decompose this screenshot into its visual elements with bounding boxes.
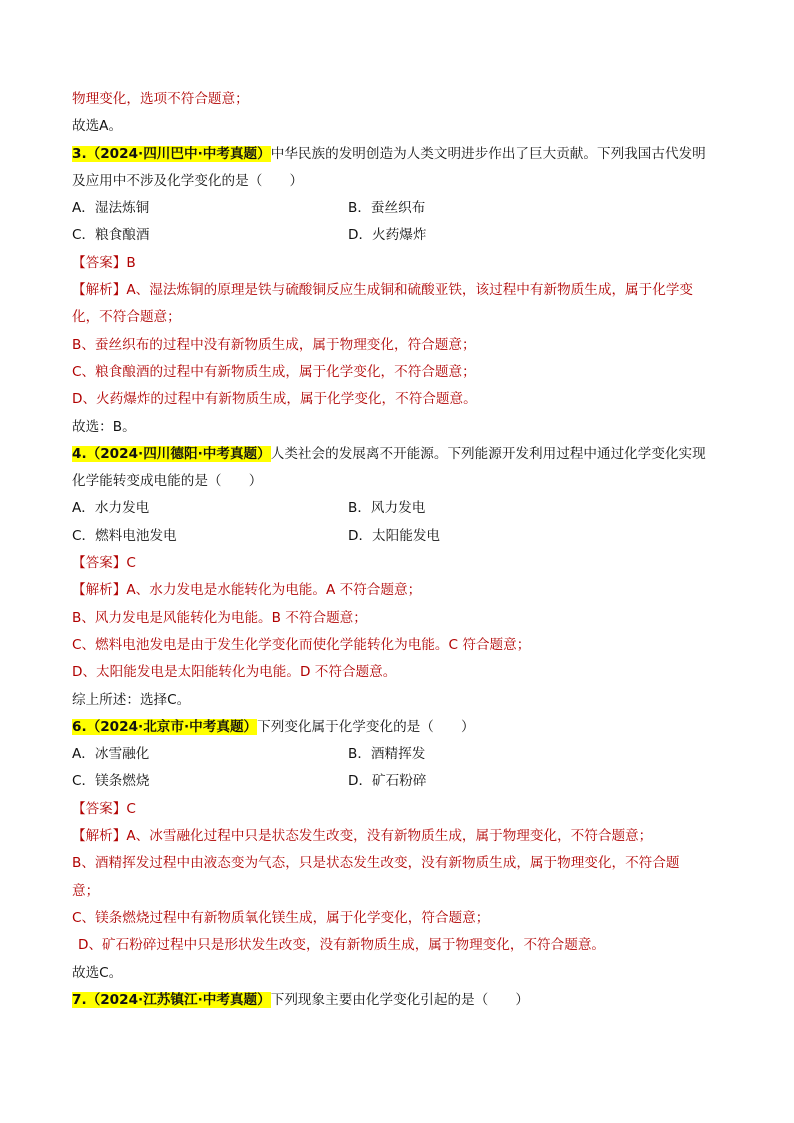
analysis-text: A、湿法炼铜的原理是铁与硫酸铜反应生成铜和硫酸亚铁，该过程中有新物质生成，属于化学变 bbox=[126, 282, 694, 299]
question-4-source: （2024·四川德阳·中考真题） bbox=[86, 445, 271, 462]
question-6-options-row1 bbox=[72, 741, 732, 768]
question-4-options-row1 bbox=[72, 495, 732, 522]
question-6-analysis-line5: D、矿石粉碎过程中只是形状发生改变，没有新物质生成，属于物理变化，不符合题意。 bbox=[78, 937, 606, 954]
question-7-source: （2024·江苏镇江·中考真题） bbox=[86, 991, 271, 1008]
question-4-analysis-line2: B、风力发电是风能转化为电能。B 不符合题意； bbox=[72, 609, 367, 626]
question-4-stem-line1 bbox=[72, 441, 732, 468]
question-4-stem-line2: 化学能转变成电能的是（ ） bbox=[72, 473, 263, 490]
question-3-stem-line1 bbox=[72, 141, 732, 168]
question-3-option-c: C．粮食酿酒 bbox=[72, 227, 150, 244]
question-6-option-a: A．冰雪融化 bbox=[72, 746, 150, 763]
question-3-option-b: B．蚕丝织布 bbox=[348, 200, 426, 217]
question-3-option-a: A．湿法炼铜 bbox=[72, 200, 150, 217]
question-3-tag bbox=[72, 146, 271, 162]
question-6-source: （2024·北京市·中考真题） bbox=[86, 718, 258, 735]
question-7-stem-line1 bbox=[72, 987, 732, 1014]
question-6-stem-text1: 下列变化属于化学变化的是（ ） bbox=[257, 718, 475, 735]
question-3-option-d: D．火药爆炸 bbox=[348, 227, 427, 244]
analysis-label: 【解析】 bbox=[72, 582, 127, 599]
answer-label: 【答案】 bbox=[72, 254, 127, 271]
prev-conclusion: 故选A。 bbox=[72, 118, 123, 135]
question-7-stem-text1: 下列现象主要由化学变化引起的是（ ） bbox=[270, 991, 530, 1008]
question-3-answer bbox=[72, 250, 732, 277]
answer-value: C bbox=[126, 800, 136, 817]
question-4-analysis-line3: C、燃料电池发电是由于发生化学变化而使化学能转化为电能。C 符合题意； bbox=[72, 636, 531, 653]
question-6-analysis-line1 bbox=[72, 823, 732, 850]
question-6-analysis-line3: 意； bbox=[72, 882, 100, 899]
question-6-option-b: B．酒精挥发 bbox=[348, 746, 426, 763]
question-4-number: 4. bbox=[72, 445, 87, 462]
question-4-option-b: B．风力发电 bbox=[348, 500, 426, 517]
answer-label: 【答案】 bbox=[72, 800, 127, 817]
question-3-conclusion: 故选：B。 bbox=[72, 418, 136, 435]
question-6-options-row2 bbox=[72, 768, 732, 795]
question-4-answer bbox=[72, 550, 732, 577]
analysis-text: A、冰雪融化过程中只是状态发生改变，没有新物质生成，属于物理变化，不符合题意； bbox=[126, 828, 653, 845]
question-3-stem-line2: 及应用中不涉及化学变化的是（ ） bbox=[72, 172, 304, 189]
question-3-number: 3. bbox=[72, 145, 87, 162]
question-3-options-row2 bbox=[72, 222, 732, 249]
question-3-analysis-line4: C、粮食酿酒的过程中有新物质生成，属于化学变化，不符合题意； bbox=[72, 363, 476, 380]
question-4-stem-text1: 人类社会的发展离不开能源。下列能源开发利用过程中通过化学变化实现 bbox=[270, 445, 706, 462]
question-6-stem-line1 bbox=[72, 714, 732, 741]
answer-label: 【答案】 bbox=[72, 555, 127, 572]
question-6-analysis-line2: B、酒精挥发过程中由液态变为气态，只是状态发生改变，没有新物质生成，属于物理变化，不符合题 bbox=[72, 855, 680, 872]
question-4-analysis-line1 bbox=[72, 577, 732, 604]
question-3-stem-text1: 中华民族的发明创造为人类文明进步作出了巨大贡献。下列我国古代发明 bbox=[270, 145, 706, 162]
question-4-option-d: D．太阳能发电 bbox=[348, 527, 441, 544]
question-3-analysis-line5: D、火药爆炸的过程中有新物质生成，属于化学变化，不符合题意。 bbox=[72, 391, 477, 408]
question-6-answer bbox=[72, 796, 732, 823]
answer-value: B bbox=[126, 254, 136, 271]
question-3-options-row1 bbox=[72, 195, 732, 222]
question-3-analysis-line2: 化，不符合题意； bbox=[72, 309, 181, 326]
question-6-option-d: D．矿石粉碎 bbox=[348, 773, 427, 790]
question-6-option-c: C．镁条燃烧 bbox=[72, 773, 150, 790]
question-4-option-c: C．燃料电池发电 bbox=[72, 527, 177, 544]
answer-value: C bbox=[126, 555, 136, 572]
question-4-tag bbox=[72, 446, 271, 462]
question-4-conclusion: 综上所述：选择C。 bbox=[72, 691, 191, 708]
question-6-tag bbox=[72, 719, 257, 735]
question-4-options-row2 bbox=[72, 523, 732, 550]
question-3-analysis-line1 bbox=[72, 277, 732, 304]
prev-analysis-line: 物理变化，选项不符合题意； bbox=[72, 91, 249, 107]
question-6-analysis-line4: C、镁条燃烧过程中有新物质氧化镁生成，属于化学变化，符合题意； bbox=[72, 909, 490, 926]
question-7-number: 7. bbox=[72, 991, 87, 1008]
document-page bbox=[72, 86, 732, 1014]
question-7-tag bbox=[72, 992, 271, 1008]
question-3-analysis-line3: B、蚕丝织布的过程中没有新物质生成，属于物理变化，符合题意； bbox=[72, 336, 476, 353]
analysis-label: 【解析】 bbox=[72, 828, 127, 845]
analysis-text: A、水力发电是水能转化为电能。A 不符合题意； bbox=[126, 582, 422, 599]
question-3-source: （2024·四川巴中·中考真题） bbox=[86, 145, 271, 162]
question-4-analysis-line4: D、太阳能发电是太阳能转化为电能。D 不符合题意。 bbox=[72, 664, 397, 681]
question-4-option-a: A．水力发电 bbox=[72, 500, 150, 517]
question-6-number: 6. bbox=[72, 718, 87, 735]
question-6-conclusion: 故选C。 bbox=[72, 964, 123, 981]
analysis-label: 【解析】 bbox=[72, 282, 127, 299]
